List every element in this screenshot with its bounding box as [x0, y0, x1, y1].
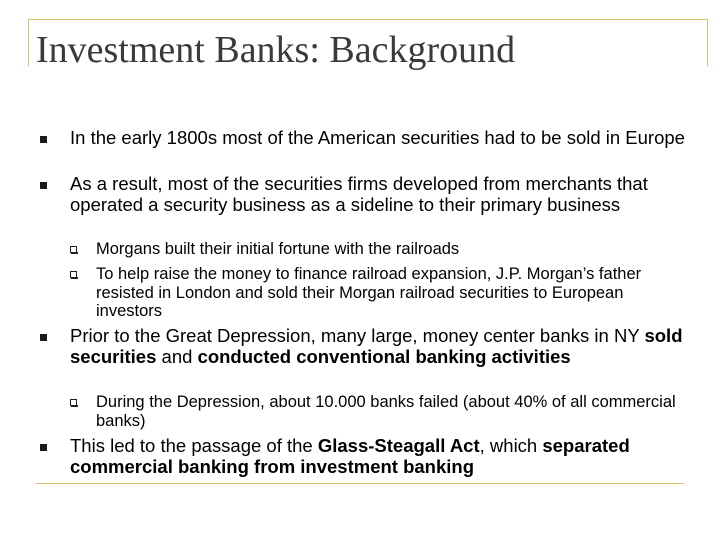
bullet-1: [70, 128, 690, 149]
sub-bullet-2-1-text: Morgans built their initial fortune with the railroads: [96, 240, 460, 258]
sub-bullet-2-2: [96, 265, 686, 321]
frame-top-rule: [28, 19, 708, 20]
bullet-4-bold-separated: separated commercial banking from investment banking: [70, 435, 630, 477]
bullet-4-text-a: This led to the passage of the: [70, 435, 318, 456]
sub-bullet-2-2-text: To help raise the money to finance railroad expansion, J.P. Morgan’s father resisted in London and sold their Morgan railroad securities to European investors: [96, 265, 642, 320]
bullet-3-bold-banking-activities: conducted conventional banking activities: [197, 345, 571, 367]
sub-bullet-3-1-text: During the Depression, about 10.000 banks failed (about 40% of all commercial banks): [96, 393, 676, 430]
bullet-3-text-c: and: [156, 345, 198, 367]
bullet-3-bold-sold-securities: sold securities: [70, 325, 683, 367]
bullet-3-text-a: Prior to the Great Depression, many large, money center banks in NY: [70, 325, 645, 346]
square-bullet-icon: [40, 334, 47, 341]
bullet-1-text: In the early 1800s most of the American securities had to be sold in Europe: [70, 127, 685, 148]
frame-bottom-rule: [36, 483, 684, 484]
hollow-square-bullet-icon: [70, 399, 77, 406]
hollow-square-bullet-icon: [70, 271, 77, 278]
square-bullet-icon: [40, 444, 47, 451]
slide-title: Investment Banks: Background: [36, 29, 516, 71]
hollow-square-bullet-icon: [70, 246, 77, 253]
sub-bullet-2-1: [96, 240, 686, 259]
bullet-3: [70, 326, 690, 367]
frame-left-rule: [28, 19, 29, 66]
bullet-4-text-c: , which: [479, 435, 543, 456]
bullet-2-text: As a result, most of the securities firms developed from merchants that operated a security business as a sideline to their primary business: [70, 173, 648, 215]
square-bullet-icon: [40, 136, 47, 143]
sub-bullet-3-1: [96, 393, 686, 430]
bullet-4-bold-glass-steagall: Glass-Steagall Act: [317, 435, 480, 456]
bullet-4: [70, 436, 690, 477]
frame-right-rule: [707, 19, 708, 66]
square-bullet-icon: [40, 182, 47, 189]
bullet-2: [70, 174, 690, 215]
